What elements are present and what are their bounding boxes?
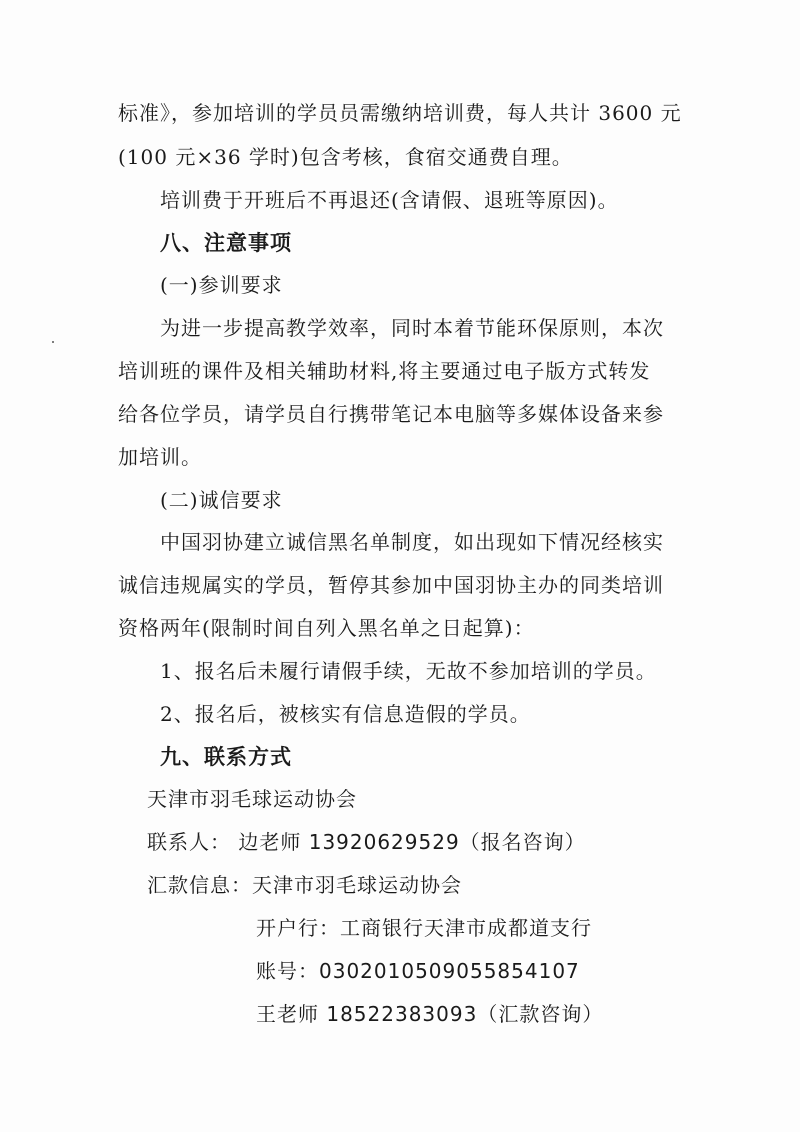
section-8-part-1-title: (一)参训要求: [160, 273, 283, 297]
section-8-heading: 八、注意事项: [160, 231, 292, 255]
scan-speck: [52, 341, 54, 343]
section-8-part-2-title: (二)诚信要求: [160, 488, 283, 512]
contact-person: 联系人： 边老师 13920629529（报名咨询）: [147, 830, 586, 854]
part-1-line-3: 给各位学员，请学员自行携带笔记本电脑等多媒体设备来参: [118, 402, 664, 426]
part-2-line-1: 中国羽协建立诚信黑名单制度，如出现如下情况经核实: [160, 530, 664, 554]
remit-info: 汇款信息：天津市羽毛球运动协会: [147, 873, 462, 897]
fee-continuation-line-1: 标准》，参加培训的学员员需缴纳培训费，每人共计 3600 元: [118, 101, 682, 125]
bank-account: 账号：0302010509055854107: [256, 959, 580, 983]
bank-name: 开户行：工商银行天津市成都道支行: [256, 916, 592, 940]
fee-continuation-line-2: (100 元×36 学时)包含考核，食宿交通费自理。: [118, 145, 573, 169]
section-9-heading: 九、联系方式: [160, 745, 292, 769]
part-1-line-2: 培训班的课件及相关辅助材料,将主要通过电子版方式转发: [118, 359, 651, 383]
part-2-line-2: 诚信违规属实的学员，暂停其参加中国羽协主办的同类培训: [118, 573, 664, 597]
contact-organization: 天津市羽毛球运动协会: [147, 787, 357, 811]
part-2-item-2: 2、报名后，被核实有信息造假的学员。: [160, 702, 531, 726]
part-2-item-1: 1、报名后未履行请假手续，无故不参加培训的学员。: [160, 659, 657, 683]
part-1-line-1: 为进一步提高教学效率，同时本着节能环保原则，本次: [160, 316, 664, 340]
part-2-line-3: 资格两年(限制时间自列入黑名单之日起算)：: [118, 616, 535, 640]
refund-note: 培训费于开班后不再退还(含请假、退班等原因)。: [160, 188, 619, 212]
part-1-line-4: 加培训。: [118, 445, 202, 469]
remit-contact: 王老师 18522383093（汇款咨询）: [256, 1002, 604, 1026]
